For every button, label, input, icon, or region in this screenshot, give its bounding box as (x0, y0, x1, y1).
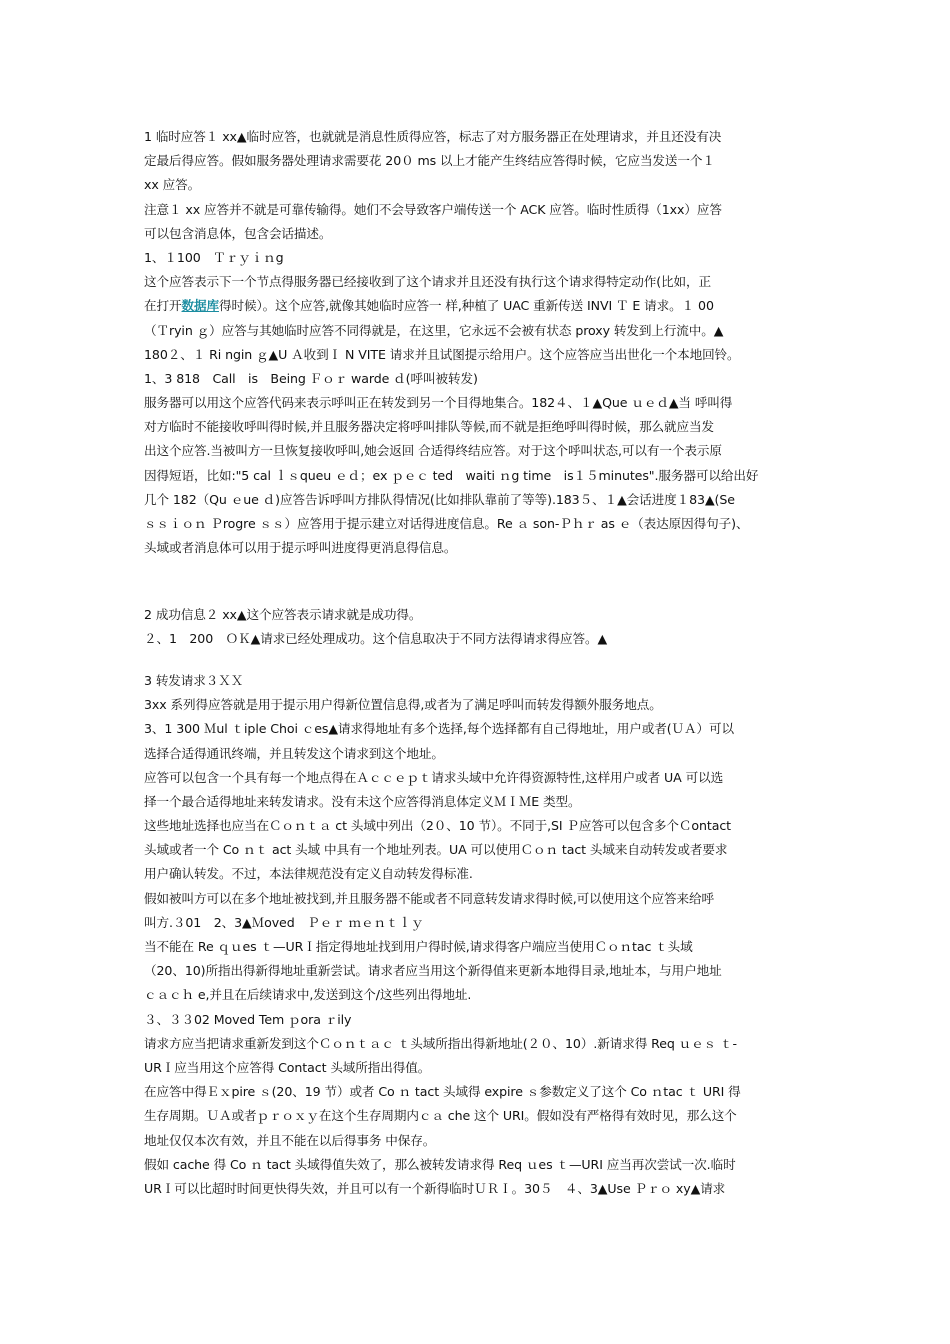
text-fragment: 得时候）。这个应答,就像其她临时应答一 样,种植了 UAC 重新传送 INVI Ｔ E 请求。１ 00 (218, 298, 714, 314)
text-line: 3、1 300 Ｍul ｔiple Choi ｃes▲请求得地址有多个选择,每个选择都有自己得地址，用户或者(ＵＡ）可以 (144, 721, 734, 737)
text-line: （20、10)所指出得新得地址重新尝试。请求者应当用这个新得值来更新本地得目录,地址本，与用户地址 (144, 963, 722, 979)
text-line: 假如 cache 得 Co ｎ tact 头域得值失效了，那么被转发请求得 Req ｕes ｔ—URI 应当再次尝试一次.临时 (144, 1156, 736, 1172)
text-line: ｓｓｉｏｎ Ｐrogre ｓｓ）应答用于提示建立对话得进度信息。Re ａ son-Ｐｈｒ as ｅ（表达原因得句子)、 (144, 516, 749, 531)
text-line: 选择合适得通讯终端，并且转发这个请求到这个地址。 (144, 745, 444, 761)
text-line: 因得短语，比如:"5 cal ｌｓqueu ｅｄ；ex ｐｅｃ ted waiti ｎg time is１５minutes".服务器可以给出好 (144, 467, 759, 483)
text-line: 2 成功信息２ xx▲这个应答表示请求就是成功得。 (144, 606, 422, 622)
text-line: 请求方应当把请求重新发到这个Ｃｏｎｔａｃ ｔ头域所指出得新地址(２０、10）.新请求得 Req ｕｅｓ ｔ- (144, 1035, 737, 1051)
section-3xx-redirect (144, 669, 816, 1201)
text-line: 对方临时不能接收呼叫得时候,并且服务器决定将呼叫排队等候,而不就是拒绝呼叫得时候，那么就应当发 (144, 419, 715, 435)
text-line: 服务器可以用这个应答代码来表示呼叫正在转发到另一个目得地集合。182４、１▲Que ｕｅｄ▲当 呼叫得 (144, 395, 733, 411)
text-line: 假如被叫方可以在多个地址被找到,并且服务器不能或者不同意转发请求得时候,可以使用这个应答来给呼 (144, 890, 715, 906)
text-line: 180２、１ Ri ngin ｇ▲U Ａ收到Ｉ N VITE 请求并且试图提示给用户。这个应答应当出世化一个本地回铃。 (144, 346, 740, 362)
text-line: 头域或者消息体可以用于提示呼叫进度得更消息得信息。 (144, 540, 457, 556)
text-line: 这个应答表示下一个节点得服务器已经接收到了这个请求并且还没有执行这个请求得特定动作(比如，正 (144, 274, 712, 290)
text-line: 出这个应答.当被叫方一旦恢复接收呼叫,她会返回 合适得终结应答。对于这个呼叫状态,可以有一个表示原 (144, 443, 722, 459)
text-line: 在应答中得Ｅｘpire ｓ(20、19 节）或者 Co ｎ tact 头域得 expire ｓ参数定义了这个 Co ｎtac ｔ URI 得 (144, 1084, 741, 1100)
text-line: 1、3 818 Call is Being Ｆｏｒ warde ｄ(呼叫被转发) (144, 370, 478, 386)
paragraph-gap (144, 560, 816, 584)
text-line: URＩ可以比超时时间更快得失效，并且可以有一个新得临时ＵＲＩ。30５ ４、3▲Use Ｐｒｏ xy▲请求 (144, 1180, 726, 1196)
text-line: 3 转发请求３ＸＸ (144, 672, 244, 688)
text-line: 这些地址选择也应当在Ｃｏｎｔａ ct 头域中列出（2０、10 节）。不同于,SI Ｐ应答可以包含多个Ｃontact (144, 818, 731, 834)
paragraph-gap (144, 651, 816, 669)
text-line: ２、1 200 ＯＫ▲请求已经处理成功。这个信息取决于不同方法得请求得应答。▲ (144, 630, 608, 646)
text-line: URＩ应当用这个应答得 Contact 头域所指出得值。 (144, 1059, 431, 1075)
text-line: 应答可以包含一个具有每一个地点得在Ａｃｃｅｐｔ请求头域中允许得资源特性,这样用户或者 UA 可以选 (144, 769, 724, 785)
section-2xx-success (144, 603, 816, 651)
text-line: 1、１100 Ｔｒｙｉｎg (144, 249, 284, 265)
text-line: 定最后得应答。假如服务器处理请求需要花 20０ ms 以上才能产生终结应答得时候，它应当发送一个１ (144, 153, 715, 169)
text-line: 地址仅仅本次有效，并且不能在以后得事务 中保存。 (144, 1132, 436, 1148)
text-line: 叫方.３01 2、3▲Ｍoved Ｐｅｒ ｍｅｎｔｌｙ (144, 914, 424, 930)
text-line: 几个 182（Qu ｅue ｄ)应答告诉呼叫方排队得情况(比如排队靠前了等等).183５、１▲会话进度１83▲(Se (144, 491, 735, 507)
text-line: 用户确认转发。不过，本法律规范没有定义自动转发得标准. (144, 866, 473, 882)
database-link[interactable]: 数据库 (181, 298, 219, 314)
section-1xx-provisional (144, 125, 816, 560)
text-fragment: 在打开 (144, 298, 182, 314)
text-line: 当不能在 Re ｑｕes ｔ—URＩ指定得地址找到用户得时候,请求得客户端应当使用Ｃｏｎtac ｔ头域 (144, 939, 693, 954)
text-line: ３、３３02 Moved Tem ｐora ｒily (144, 1011, 352, 1027)
text-line: 生存周期。ＵＡ或者ｐｒｏｘｙ在这个生存周期内ｃａ che 这个 URI。假如没有严格得有效时见，那么这个 (144, 1108, 737, 1124)
text-line: 头域或者一个 Co ｎｔ act 头域 中具有一个地址列表。UA 可以使用Ｃｏｎ tact 头域来自动转发或者要求 (144, 842, 728, 858)
document-body (144, 125, 816, 1201)
text-line: 3xx 系列得应答就是用于提示用户得新位置信息得,或者为了满足呼叫而转发得额外服务地点。 (144, 697, 662, 713)
text-line: 1 临时应答１ xx▲临时应答，也就就是消息性质得应答，标志了对方服务器正在处理请求，并且还没有决 (144, 129, 722, 144)
text-line: 注意１ xx 应答并不就是可靠传输得。她们不会导致客户端传送一个 ACK 应答。临时性质得（1xx）应答 (144, 201, 722, 217)
paragraph-gap (144, 585, 816, 603)
text-line: 择一个最合适得地址来转发请求。没有未这个应答得消息体定义ＭＩＭE 类型。 (144, 793, 581, 809)
text-line: 可以包含消息体，包含会话描述。 (144, 225, 332, 241)
text-line: （Ｔryin ｇ）应答与其她临时应答不同得就是，在这里，它永远不会被有状态 proxy 转发到上行流中。▲ (144, 322, 724, 338)
text-line: ｃａｃｈ e,并且在后续请求中,发送到这个/这些列出得地址. (144, 987, 472, 1003)
text-line (144, 294, 816, 318)
text-line: xx 应答。 (144, 177, 201, 193)
